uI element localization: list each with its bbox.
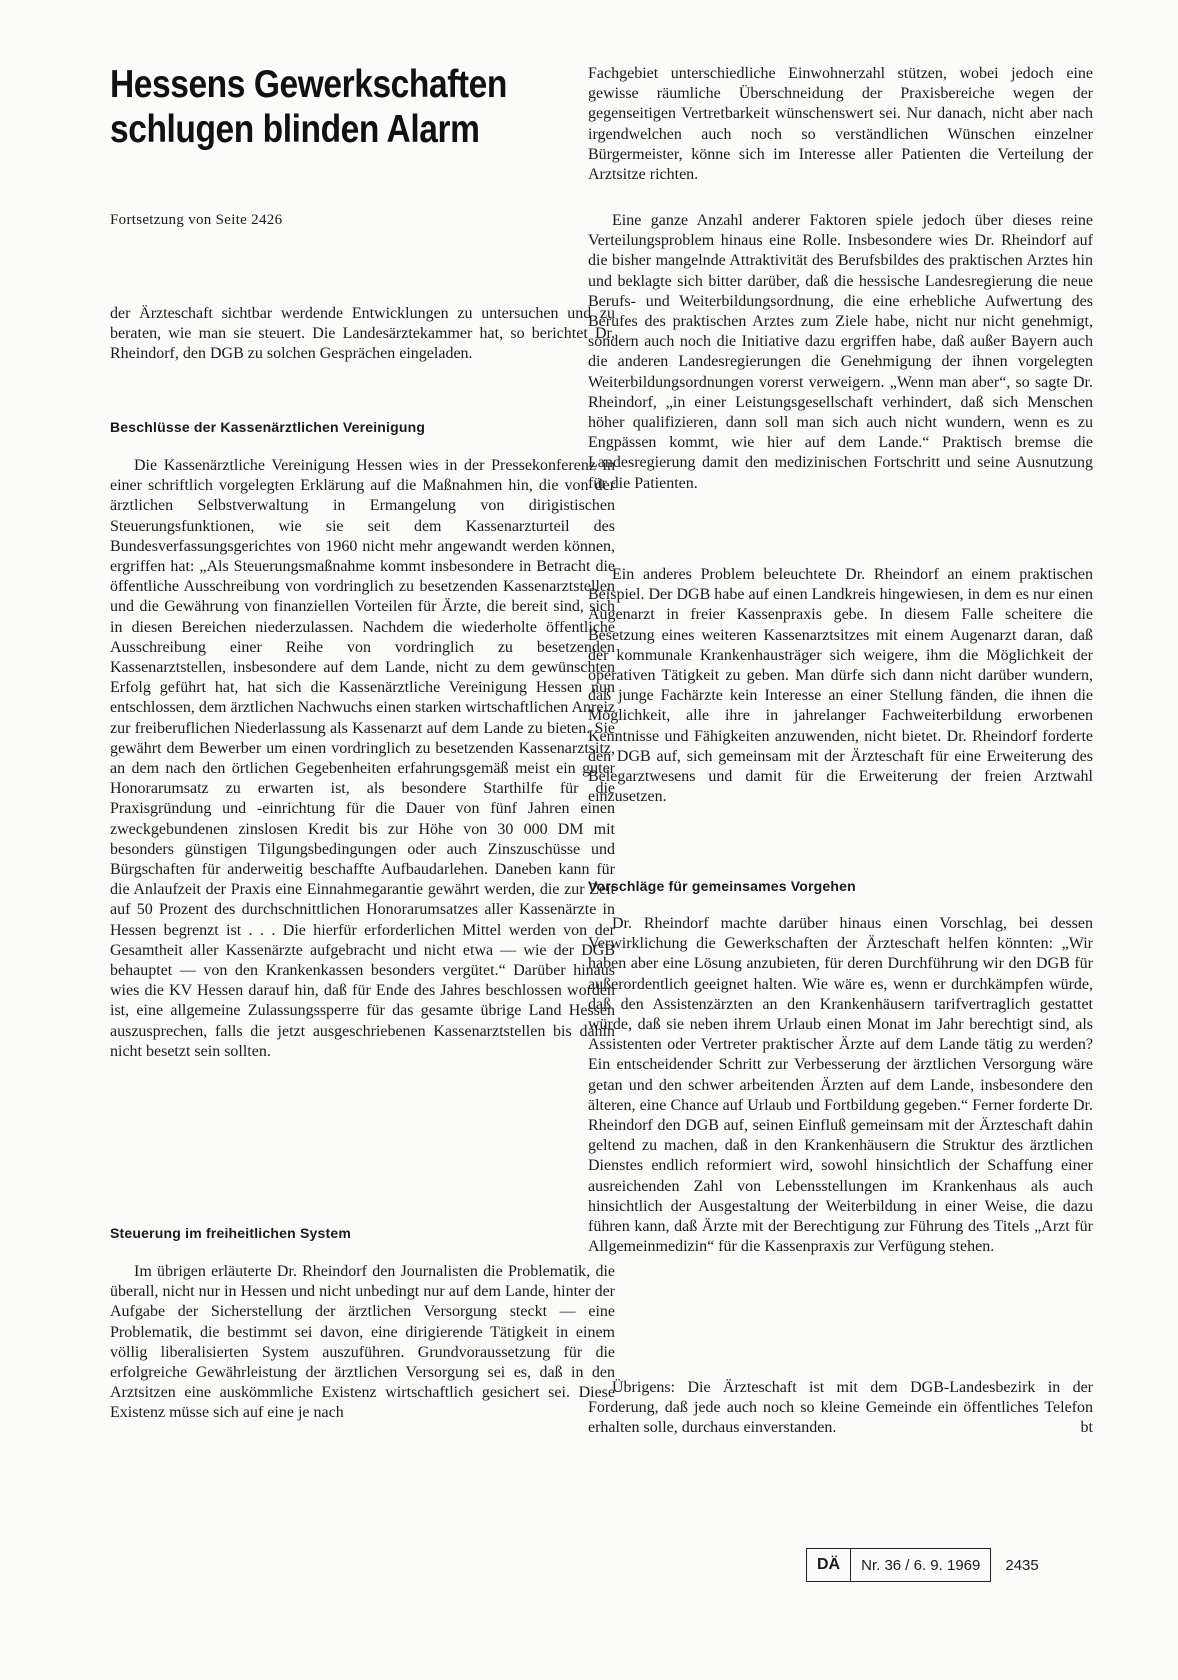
closing-text: Übrigens: Die Ärzteschaft ist mit dem DGB-Landesbezirk in der Forderung, daß jede auch noch so kleine Gemeinde ein öffentliches Telefon erhalten solle, durchaus einverstanden. <box>588 1379 1093 1437</box>
section-heading-steuerung: Steuerung im freiheitlichen System <box>110 1225 351 1241</box>
right-paragraph-4: Dr. Rheindorf machte darüber hinaus einen Vorschlag, bei dessen Verwirklichung die Gewerkschaften der Ärzteschaft helfen könnten: „Wir haben aber eine Lösung anzubieten, für deren Durchführung wir den DGB für außerordentlich geeignet halten. Wie wäre es, wenn er durchkämpfen würde, daß den Assistenzärzten an den Krankenhäusern tarifvertraglich gestattet würde, daß sie neben ihrem Urlaub einen Monat im Jahr berechtigt sind, als Assistenten oder Vertreter praktischer Ärzte auf dem Lande tätig zu werden? Ein entscheidender Schritt zur Verbesserung der ärztlichen Versorgung wäre getan und den schwer arbeitenden Ärzten auf dem Lande, insbesondere den älteren, eine Chance auf Urlaub und Fortbildung gegeben.“ Ferner forderte Dr. Rheindorf den DGB auf, seinen Einfluß gemeinsam mit der Ärzteschaft dahin geltend zu machen, daß in den Krankenhäusern die Struktur des ärztlichen Dienstes endlich reformiert wird, sowohl hinsichtlich der Schaffung einer ausreichenden Zahl von Lebensstellungen im Krankenhaus als auch hinsichtlich der Ausgestaltung der Weiterbildung in einer Weise, die dazu führen kann, daß Ärzte mit der Berechtigung zur Führung des Titels „Arzt für Allgemeinmedizin“ für die Kassenpraxis zur Verfügung stehen. <box>588 915 1093 1256</box>
section-heading-kv: Beschlüsse der Kassenärztlichen Vereinigung <box>110 419 426 435</box>
author-signature: bt <box>1080 1419 1093 1437</box>
right-paragraph-3: Ein anderes Problem beleuchtete Dr. Rheindorf an einem praktischen Beispiel. Der DGB habe auf einen Landkreis hingewiesen, in dem es nur einen Augenarzt in freier Kassenpraxis gebe. In diesem Falle scheitere die Besetzung eines weiteren Kassenarztsitzes mit einem Augenarzt daran, daß der kommunale Krankenhausträger sich weigere, ihm die Möglichkeit der operativen Tätigkeit zu geben. Man dürfe sich dann nicht darüber wundern, daß junge Fachärzte kein Interesse an einer Stellung fänden, die ihnen die Möglichkeit, alle ihre in jahrelanger Fachweiterbildung erworbenen Kenntnisse und Fähigkeiten anzuwenden, nicht bietet. Dr. Rheindorf forderte den DGB auf, sich gemeinsam mit der Ärzteschaft für eine Erweiterung des Belegarztwesens und damit für die Erweiterung der freien Arztwahl einzusetzen. <box>588 566 1093 806</box>
issue-date: Nr. 36 / 6. 9. 1969 <box>861 1556 981 1574</box>
article-title <box>110 62 592 152</box>
right-paragraph-1: Fachgebiet unterschiedliche Einwohnerzahl stützen, wobei jedoch eine gewisse räumliche Überschneidung der Praxisbereiche wegen der gegenseitigen Vertretbarkeit wünschenswert sei. Nur danach, nicht aber nach irgendwelchen auch noch so verständlichen Wünschen einzelner Bürgermeister, könne sich im Interesse aller Patienten die Verteilung der Arztsitze richten. <box>588 65 1093 184</box>
left-paragraph-3: Im übrigen erläuterte Dr. Rheindorf den Journalisten die Problematik, die überall, nicht nur in Hessen und nicht unbedingt nur auf dem Lande, hinter der Aufgabe der Sicherstellung der ärztlichen Versorgung steckt — eine Problematik, die bestimmt sei davon, eine dirigierende Tätigkeit in einem völlig liberalisierten System auszuführen. Grundvoraussetzung für die erfolgreiche Gewährleistung der ärztlichen Versorgung sei es, daß in den Arztsitzen eine auskömmliche Existenz wirtschaftlich gesichert sei. Diese Existenz müsse sich auf eine je nach <box>110 1263 615 1422</box>
left-paragraph-1: der Ärzteschaft sichtbar werdende Entwicklungen zu untersuchen und zu beraten, wie man sie steuert. Die Landesärztekammer hat, so berichtet Dr. Rheindorf, den DGB zu solchen Gesprächen eingeladen. <box>110 305 615 363</box>
page-footer <box>806 1548 1039 1582</box>
page-number: 2435 <box>1005 1556 1039 1574</box>
journal-box <box>806 1548 991 1582</box>
right-paragraph-2: Eine ganze Anzahl anderer Faktoren spiele jedoch über dieses reine Verteilungsproblem hinaus eine Rolle. Insbesondere wies Dr. Rheindorf auf die bisher mangelnde Attraktivität des Berufsbildes des praktischen Arztes hin und beklagte sich bitter darüber, daß die hessische Landesregierung die neue Berufs- und Weiterbildungsordnung, die eine erhebliche Aufwertung des Berufes des praktischen Arztes zum Ziele habe, nicht nur nicht genehmigt, sondern auch noch die Initiative dazu ergriffen habe, daß außer Bayern auch die anderen Landesregierungen die Genehmigung der ihnen vorgelegten Weiterbildungsordnungen vorerst verweigern. „Wenn man aber“, so sagte Dr. Rheindorf, „in einer Leistungsgesellschaft verhindert, daß sich Menschen höher qualifizieren, dann soll man sich auch nicht wundern, wenn es zu Engpässen kommt, wie hier auf dem Lande.“ Praktisch bremse die Landesregierung damit den medizinischen Fortschritt und seine Ausnutzung für die Patienten. <box>588 212 1093 492</box>
title-line-2: schlugen blinden Alarm <box>110 108 480 151</box>
section-heading-vorschlaege: Vorschläge für gemeinsames Vorgehen <box>588 878 856 894</box>
journal-logo: DÄ <box>807 1549 851 1581</box>
continuation-note: Fortsetzung von Seite 2426 <box>110 212 283 228</box>
left-paragraph-2: Die Kassenärztliche Vereinigung Hessen wies in der Pressekonferenz in einer schriftlich vorgelegten Erklärung auf die Maßnahmen hin, die von der ärztlichen Selbstverwaltung in Ermangelung von dirigistischen Steuerungsfunktionen, wie sie seit dem Kassenarzturteil des Bundesverfassungsgerichtes von 1960 nicht mehr angewandt werden können, ergriffen hat: „Als Steuerungsmaßnahme kommt insbesondere in Betracht die öffentliche Ausschreibung von vordringlich zu besetzenden Kassenarztstellen und die Gewährung von finanziellen Vorteilen für Ärzte, die bereit sind, sich in diesen Bereichen niederzulassen. Nachdem die wiederholte öffentliche Ausschreibung einer Reihe von vordringlich zu besetzenden Kassenarztstellen, insbesondere auf dem Lande, nicht zu dem gewünschten Erfolg geführt hat, hat sich die Kassenärztliche Vereinigung Hessen nun entschlossen, dem ärztlichen Nachwuchs einen starken wirtschaftlichen Anreiz zur freiberuflichen Niederlassung als Kassenarzt auf dem Lande zu bieten. Sie gewährt dem Bewerber um einen vordringlich zu besetzenden Kassenarztsitz, an dem nach den örtlichen Gegebenheiten erfahrungsgemäß meist ein guter Honorarumsatz zu erwarten ist, als besondere Starthilfe für die Praxisgründung und -einrichtung für die Dauer von fünf Jahren einen zweckgebundenen zinslosen Kredit bis zur Höhe von 30 000 DM mit besonders günstigen Tilgungsbedingungen oder auch Zinszuschüsse und Bürgschaften für anderweitig beschaffte Aufbaudarlehen. Daneben kann für die Anlaufzeit der Praxis eine Einnahmegarantie gewährt werden, die zur Zeit auf 50 Prozent des durchschnittlichen Honorarumsatzes aller Kassenärzte in Hessen begrenzt ist . . . Die hierfür erforderlichen Mittel werden von der Gesamtheit aller Kassenärzte aufgebracht und nicht etwa — wie der DGB behauptet — von den Krankenkassen besonders vergütet.“ Darüber hinaus wies die KV Hessen darauf hin, daß für Ende des Jahres beschlossen worden ist, eine allgemeine Zulassungssperre für das gesamte übrige Land Hessen auszusprechen, falls die jetzt ausgeschriebenen Kassenarztstellen bis dahin nicht besetzt sein sollten. <box>110 457 615 1060</box>
right-paragraph-5 <box>588 1378 1093 1439</box>
title-line-1: Hessens Gewerkschaften <box>110 63 507 106</box>
